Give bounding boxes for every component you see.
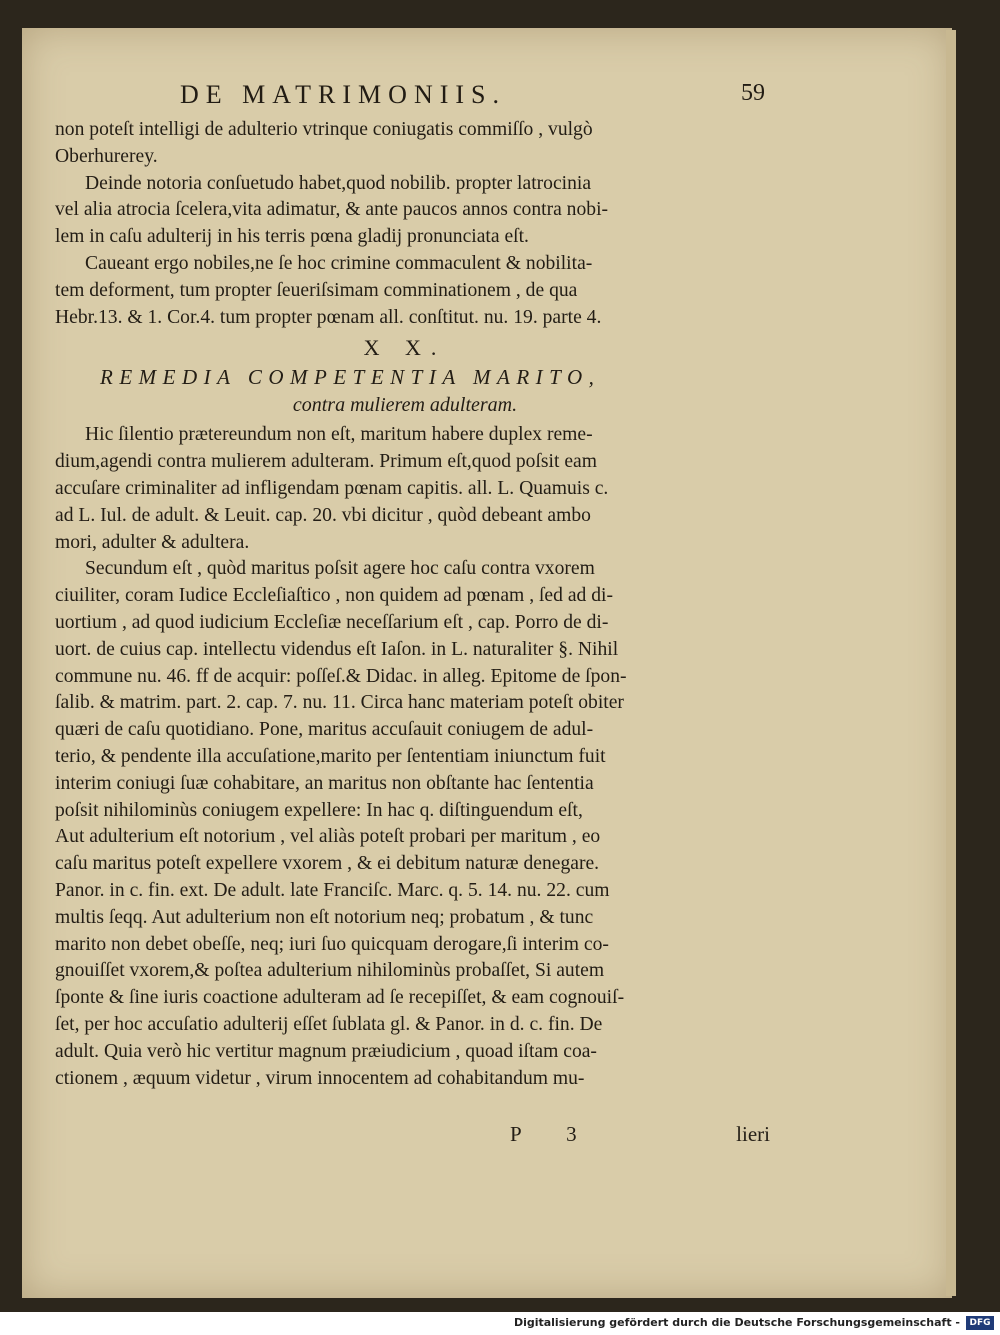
section-number: X X. [363, 335, 447, 361]
text-line: ciuiliter, coram Iudice Eccleſiaſtico , non quidem ad pœnam , ſed ad di- [55, 585, 613, 607]
text-line: non poteſt intelligi de adulterio vtrinque coniugatis commiſſo , vulgò [55, 119, 593, 140]
text-line: poſsit nihilominùs coniugem expellere: In hac q. diſtinguendum eſt, [55, 799, 583, 821]
text-line: commune nu. 46. ff de acquir: poſſeſ.& Didac. in alleg. Epitome de ſpon- [55, 665, 627, 687]
text-line: multis ſeqq. Aut adulterium non eſt notorium neq; probatum , & tunc [55, 906, 594, 928]
text-line: ctionem , æquum videtur , virum innocentem ad cohabitandum mu- [55, 1067, 585, 1089]
funding-bar [0, 1312, 1000, 1335]
text-line: Oberhurerey. [55, 145, 158, 167]
page-header [180, 80, 765, 120]
text-line: Hic ſilentio prætereundum non eſt, maritum habere duplex reme- [85, 424, 593, 446]
running-title: DE MATRIMONIIS. [180, 80, 506, 109]
text-line: ſet, per hoc accuſatio adulterij eſſet ſublata gl. & Panor. in d. c. fin. De [55, 1013, 603, 1035]
text-line: gnouiſſet vxorem,& poſtea adulterium nihilominùs probaſſet, Si autem [55, 960, 605, 982]
text-line: ſalib. & matrim. part. 2. cap. 7. nu. 11. Circa hanc materiam poteſt obiter [55, 692, 624, 714]
text-line: terio, & pendente illa accuſatione,marito per ſententiam iniunctum fuit [55, 745, 606, 767]
text-line: dium,agendi contra mulierem adulteram. Primum eſt,quod poſsit eam [55, 451, 597, 473]
page-footer [55, 1122, 770, 1152]
text-line: Panor. in c. fin. ext. De adult. late Franciſc. Marc. q. 5. 14. nu. 22. cum [55, 879, 610, 901]
text-line: vel alia atrocia ſcelera,vita adimatur, & ante paucos annos contra nobi- [55, 199, 609, 221]
text-line: tem deforment, tum propter ſeueriſsimam comminationem , de qua [55, 279, 578, 301]
text-line: Hebr.13. & 1. Cor.4. tum propter pœnam all. conſtitut. nu. 19. parte 4. [55, 306, 602, 328]
dfg-logo-icon: DFG [966, 1316, 994, 1330]
text-line: accuſare criminaliter ad infligendam pœnam capitis. all. L. Quamuis c. [55, 477, 609, 499]
text-line: ſponte & ſine iuris coactione adulteram ad ſe recepiſſet, & eam cognouiſ- [55, 987, 625, 1009]
text-line: Secundum eſt , quòd maritus poſsit agere hoc caſu contra vxorem [85, 558, 595, 580]
page-number: 59 [741, 80, 765, 106]
text-line: marito non debet obeſſe, neq; iuri ſuo quicquam derogare,ſi interim co- [55, 933, 609, 955]
text-line: adult. Quia verò hic vertitur magnum præiudicium , quoad iſtam coa- [55, 1040, 597, 1062]
section-subtitle: contra mulierem adulteram. [292, 394, 518, 417]
text-line: Caueant ergo nobiles,ne ſe hoc crimine commaculent & nobilita- [85, 252, 593, 274]
signature-mark: P 3 [510, 1122, 597, 1146]
catchword: lieri [736, 1122, 770, 1146]
section-title: REMEDIA COMPETENTIA MARITO, [100, 365, 601, 390]
page-edge [946, 30, 956, 1296]
text-line: uortium , ad quod iudicium Eccleſiæ neceſſarium eſt , cap. Porro de di- [55, 611, 609, 633]
text-line: mori, adulter & adultera. [55, 531, 250, 553]
text-line: uort. de cuius cap. intellectu videndus eſt Iaſon. in L. naturaliter §. Nihil [55, 638, 619, 660]
body-text [55, 117, 755, 1092]
text-line: caſu maritus poteſt expellere vxorem , & ei debitum naturæ denegare. [55, 853, 600, 875]
text-line: quæri de caſu quotidiano. Pone, maritus accuſauit coniugem de adul- [55, 719, 594, 741]
text-line: Aut adulterium eſt notorium , vel aliàs poteſt probari per maritum , eo [55, 826, 601, 848]
text-line: lem in caſu adulterij in his terris pœna gladij pronunciata eſt. [55, 226, 529, 248]
text-line: interim coniugi ſuæ cohabitare, an maritus non obſtante hac ſententia [55, 772, 594, 794]
text-line: Deinde notoria conſuetudo habet,quod nobilib. propter latrocinia [85, 172, 592, 194]
funding-notice: Digitalisierung gefördert durch die Deutsche Forschungsgemeinschaft - [513, 1316, 960, 1329]
text-line: ad L. Iul. de adult. & Leuit. cap. 20. vbi dicitur , quòd debeant ambo [55, 504, 591, 526]
